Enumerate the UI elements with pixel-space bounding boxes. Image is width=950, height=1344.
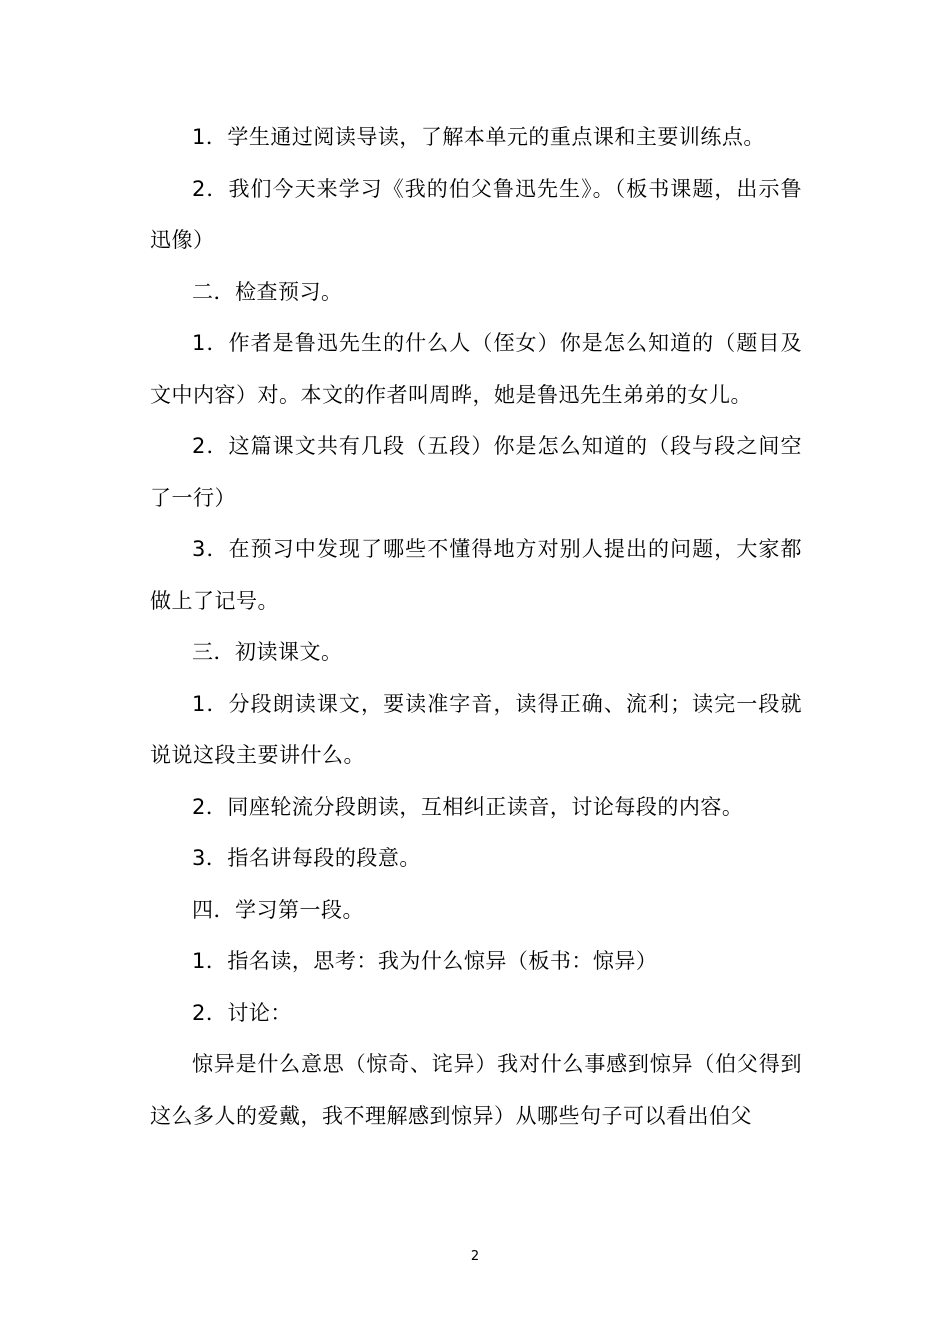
paragraph-8: 3．指名讲每段的段意。: [192, 846, 421, 870]
paragraph-11: 惊异是什么意思（惊奇、诧异）我对什么事感到惊异（伯父得到这么多人的爱戴，我不理解感到惊异）从哪些句子可以看出伯父: [150, 1052, 802, 1128]
page-number: 2: [470, 1249, 480, 1264]
section-heading-3: 三．初读课文。: [192, 640, 343, 664]
paragraph-5: 3．在预习中发现了哪些不懂得地方对别人提出的问题，大家都做上了记号。: [150, 537, 802, 613]
paragraph-9: 1．指名读，思考：我为什么惊异（板书：惊异）: [192, 949, 658, 973]
paragraph-1: 1．学生通过阅读导读，了解本单元的重点课和主要训练点。: [192, 125, 765, 149]
paragraph-2: 2．我们今天来学习《我的伯父鲁迅先生》。（板书课题，出示鲁迅像）: [150, 176, 802, 252]
paragraph-7: 2．同座轮流分段朗读，互相纠正读音，讨论每段的内容。: [192, 794, 744, 819]
section-heading-2: 二．检查预习。: [192, 279, 343, 304]
section-heading-4: 四．学习第一段。: [192, 897, 364, 922]
paragraph-4: 2．这篇课文共有几段（五段）你是怎么知道的（段与段之间空了一行）: [150, 434, 802, 510]
document-body: [150, 112, 802, 1142]
paragraph-3: 1．作者是鲁迅先生的什么人（侄女）你是怎么知道的（题目及文中内容）对。本文的作者叫周晔，她是鲁迅先生弟弟的女儿。: [150, 331, 802, 407]
paragraph-10: 2．讨论：: [192, 1000, 292, 1025]
paragraph-6: 1．分段朗读课文，要读准字音，读得正确、流利；读完一段就说说这段主要讲什么。: [150, 691, 802, 767]
